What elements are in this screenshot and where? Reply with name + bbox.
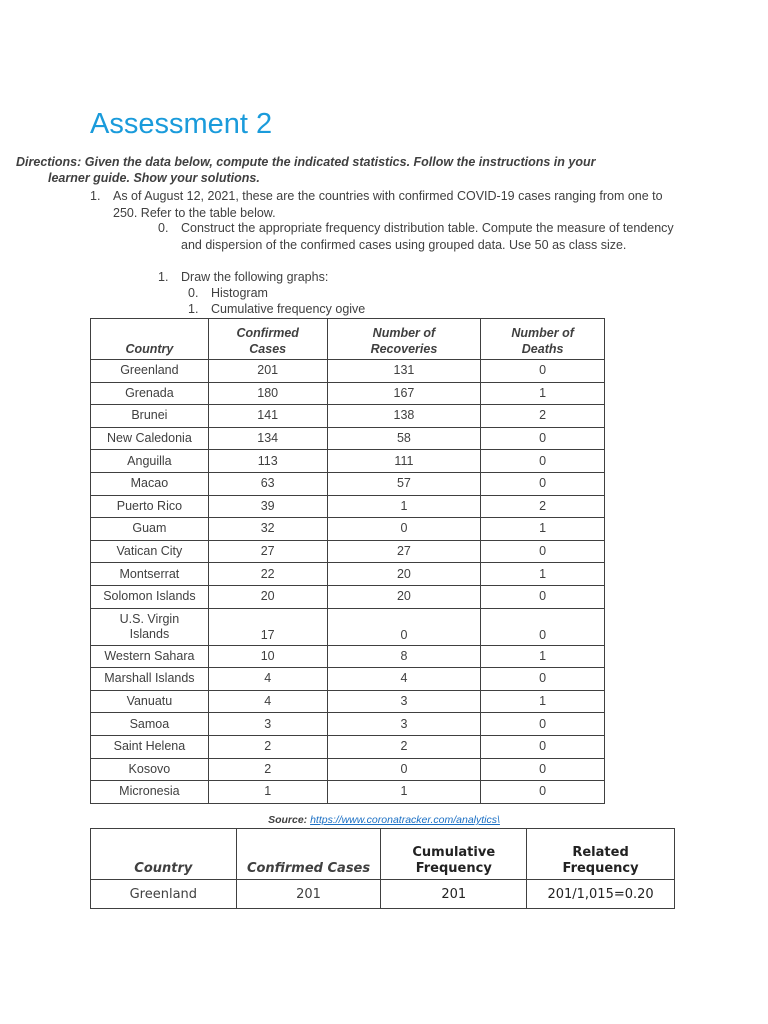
table-cell: 113 [208, 450, 327, 473]
table-cell: 4 [327, 668, 481, 691]
header-text: Related [572, 845, 629, 860]
table-cell: 1 [481, 518, 605, 541]
table-row [91, 781, 605, 804]
covid-data-table [90, 318, 605, 804]
table-cell: 0 [481, 781, 605, 804]
freq-header-country: Country [91, 829, 237, 880]
header-text: Number of [511, 326, 574, 340]
table-cell: Western Sahara [91, 645, 209, 668]
table-cell: 22 [208, 563, 327, 586]
table-cell: 0 [481, 540, 605, 563]
header-text: Confirmed [236, 326, 299, 340]
table-cell: 2 [208, 758, 327, 781]
table-cell: 0 [481, 472, 605, 495]
freq-header-confirmed: Confirmed Cases [236, 829, 381, 880]
table-cell: 0 [481, 585, 605, 608]
header-text: Deaths [521, 342, 564, 356]
sublist-item-1 [158, 269, 678, 286]
table-row [91, 518, 605, 541]
table-cell: 1 [481, 645, 605, 668]
table-cell: U.S. Virgin Islands [91, 608, 209, 645]
directions-line-1: Directions: Given the data below, compute the indicated statistics. Follow the instructions in your [16, 155, 596, 169]
table-cell: 0 [481, 735, 605, 758]
table-cell: Greenland [91, 880, 237, 909]
table-cell: 3 [208, 713, 327, 736]
table-cell: Greenland [91, 360, 209, 383]
header-deaths [481, 319, 605, 360]
table-row [91, 427, 605, 450]
header-text: Frequency [415, 861, 492, 876]
source-label: Source: [268, 814, 308, 826]
table-row [91, 585, 605, 608]
list-number: 0. [158, 221, 169, 235]
table-header-row [91, 319, 605, 360]
list-text: Construct the appropriate frequency distribution table. Compute the measure of tendency and dispersion of the confirmed cases using grouped data. Use 50 as class size. [181, 221, 674, 252]
table-cell: 58 [327, 427, 481, 450]
table-row [91, 495, 605, 518]
table-cell: 0 [327, 758, 481, 781]
table-cell: 0 [481, 427, 605, 450]
table-cell: 0 [481, 668, 605, 691]
table-cell: 4 [208, 668, 327, 691]
table-cell: 167 [327, 382, 481, 405]
table-cell: 201 [208, 360, 327, 383]
table-cell: Anguilla [91, 450, 209, 473]
list-text: As of August 12, 2021, these are the countries with confirmed COVID-19 cases ranging from one to 250. Refer to the table below. [113, 189, 663, 220]
table-cell: 1 [481, 690, 605, 713]
table-row [91, 472, 605, 495]
page-title: Assessment 2 [90, 108, 273, 140]
source-citation [0, 814, 768, 826]
table-cell: Micronesia [91, 781, 209, 804]
table-cell: Grenada [91, 382, 209, 405]
freq-header-row [91, 829, 675, 880]
table-cell: Vanuatu [91, 690, 209, 713]
list-text: Draw the following graphs: [181, 270, 329, 284]
table-cell: 131 [327, 360, 481, 383]
table-cell: 63 [208, 472, 327, 495]
table-cell: 10 [208, 645, 327, 668]
table-cell: 39 [208, 495, 327, 518]
table-cell: Vatican City [91, 540, 209, 563]
list-number: 1. [188, 302, 199, 316]
table-row [91, 645, 605, 668]
table-cell: Kosovo [91, 758, 209, 781]
table-row [91, 713, 605, 736]
table-cell: 27 [327, 540, 481, 563]
table-cell: Puerto Rico [91, 495, 209, 518]
table-row [91, 360, 605, 383]
directions-line-2: learner guide. Show your solutions. [48, 171, 260, 185]
table-cell: 1 [481, 563, 605, 586]
subsublist-item-histogram [188, 285, 488, 302]
table-cell: 111 [327, 450, 481, 473]
freq-table-row [91, 880, 675, 909]
table-row [91, 668, 605, 691]
freq-header-related [527, 829, 675, 880]
table-row [91, 540, 605, 563]
list-text: Cumulative frequency ogive [211, 302, 366, 316]
table-cell: 3 [327, 713, 481, 736]
frequency-table [90, 828, 675, 909]
table-cell: 0 [481, 608, 605, 645]
table-cell: 0 [481, 450, 605, 473]
table-cell: Brunei [91, 405, 209, 428]
subsublist-item-ogive [188, 301, 488, 318]
sublist-item-0 [158, 220, 678, 253]
table-cell: Saint Helena [91, 735, 209, 758]
table-cell: 201/1,015=0.20 [527, 880, 675, 909]
freq-header-cumulative [381, 829, 527, 880]
table-cell: 20 [208, 585, 327, 608]
table-cell: 32 [208, 518, 327, 541]
table-cell: 17 [208, 608, 327, 645]
table-cell: 201 [236, 880, 381, 909]
table-cell: Macao [91, 472, 209, 495]
header-text: Cumulative [412, 845, 496, 860]
table-row [91, 405, 605, 428]
table-cell: New Caledonia [91, 427, 209, 450]
table-cell: 20 [327, 563, 481, 586]
table-cell: 0 [481, 360, 605, 383]
table-cell: Marshall Islands [91, 668, 209, 691]
table-cell: Solomon Islands [91, 585, 209, 608]
table-cell: Samoa [91, 713, 209, 736]
table-cell: 4 [208, 690, 327, 713]
source-link[interactable]: https://www.coronatracker.com/analytics\ [310, 814, 500, 826]
header-text: Number of [372, 326, 436, 340]
table-cell: 2 [208, 735, 327, 758]
table-cell: 2 [327, 735, 481, 758]
table-cell: 1 [327, 495, 481, 518]
table-row [91, 608, 605, 645]
header-recoveries [327, 319, 481, 360]
table-cell: 0 [327, 518, 481, 541]
directions-text [16, 154, 676, 186]
table-cell: 180 [208, 382, 327, 405]
table-cell: 27 [208, 540, 327, 563]
header-confirmed-cases [208, 319, 327, 360]
table-cell: 1 [208, 781, 327, 804]
table-cell: 57 [327, 472, 481, 495]
table-cell: 0 [481, 713, 605, 736]
table-row [91, 690, 605, 713]
table-cell: Montserrat [91, 563, 209, 586]
table-row [91, 735, 605, 758]
table-cell: 134 [208, 427, 327, 450]
table-row [91, 758, 605, 781]
table-row [91, 450, 605, 473]
header-text: Frequency [562, 861, 639, 876]
table-cell: 141 [208, 405, 327, 428]
list-number: 1. [90, 189, 101, 203]
list-number: 1. [158, 270, 169, 284]
table-cell: 0 [327, 608, 481, 645]
table-row [91, 563, 605, 586]
table-cell: 2 [481, 405, 605, 428]
table-cell: 138 [327, 405, 481, 428]
table-cell: 1 [327, 781, 481, 804]
header-country: Country [91, 319, 209, 360]
list-number: 0. [188, 286, 199, 300]
header-text: Cases [249, 342, 287, 356]
table-cell: 3 [327, 690, 481, 713]
table-row [91, 382, 605, 405]
list-text: Histogram [211, 286, 268, 300]
table-cell: 20 [327, 585, 481, 608]
table-cell: Guam [91, 518, 209, 541]
table-cell: 1 [481, 382, 605, 405]
table-cell: 2 [481, 495, 605, 518]
header-text: Recoveries [370, 342, 438, 356]
table-cell: 8 [327, 645, 481, 668]
table-cell: 0 [481, 758, 605, 781]
table-cell: 201 [381, 880, 527, 909]
list-item-1 [90, 188, 680, 221]
